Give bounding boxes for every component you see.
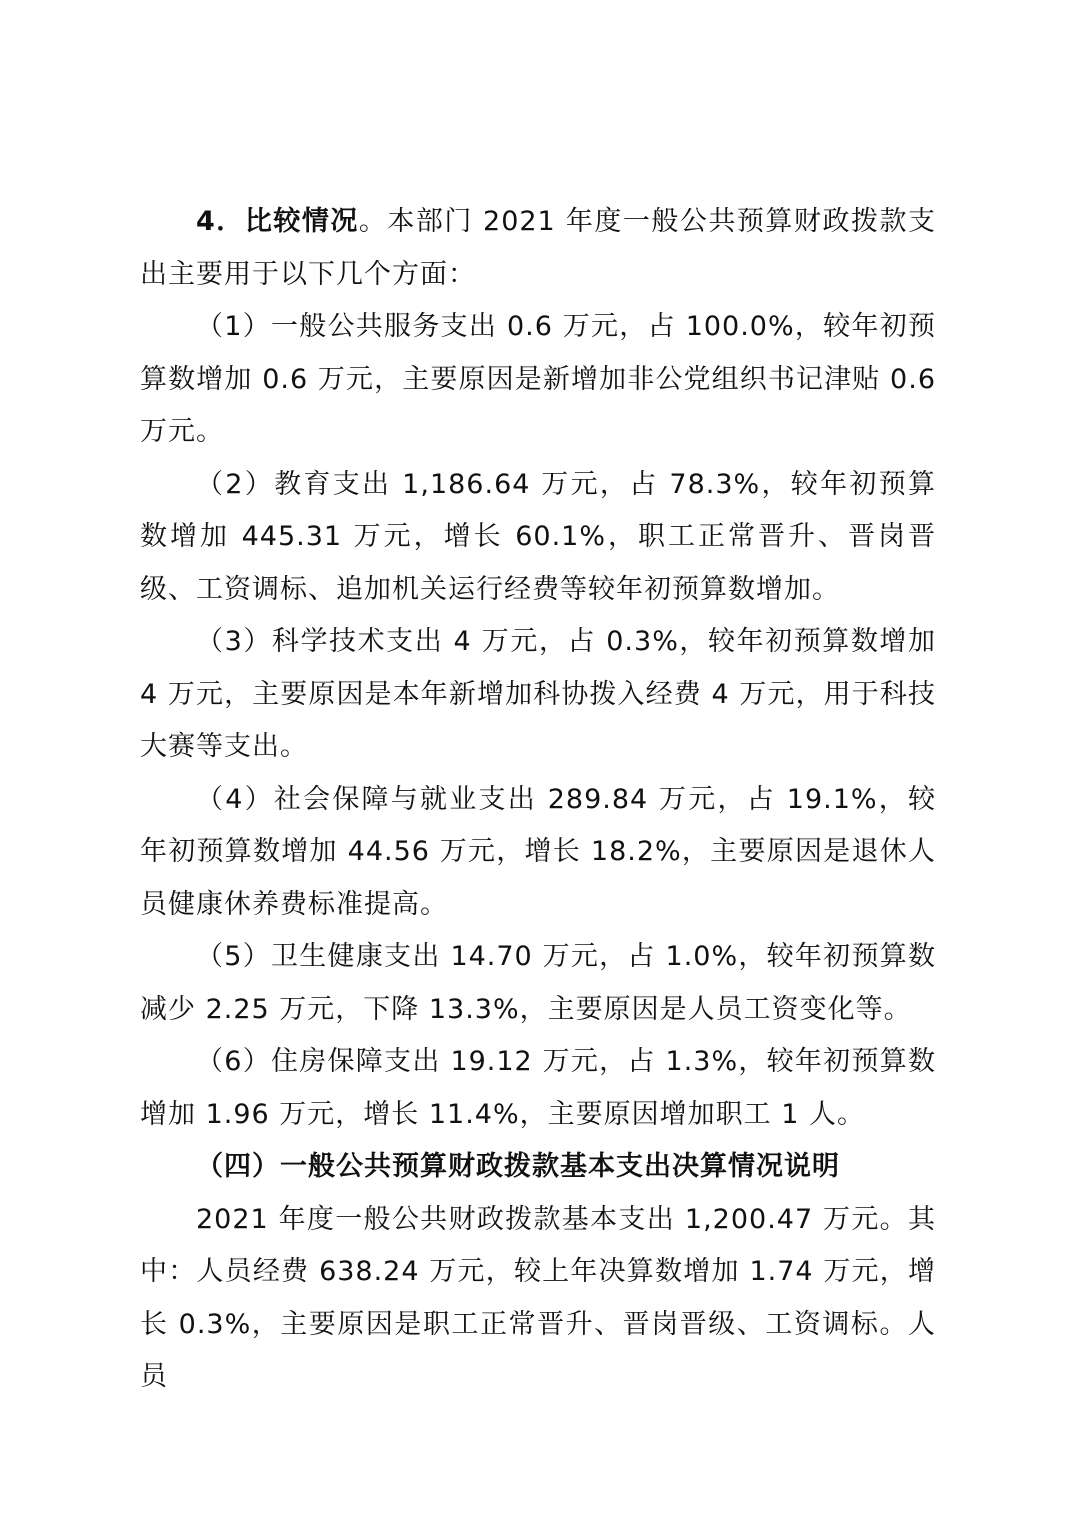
item-health: （5）卫生健康支出 14.70 万元，占 1.0%，较年初预算数减少 2.25 万元，下降 13.3%，主要原因是人员工资变化等。 <box>140 941 936 1025</box>
item-general-public-services: （1）一般公共服务支出 0.6 万元，占 100.0%，较年初预算数增加 0.6 万元，主要原因是新增加非公党组织书记津贴 0.6 万元。 <box>140 311 936 447</box>
item-science-technology: （3）科学技术支出 4 万元，占 0.3%，较年初预算数增加 4 万元，主要原因是本年新增加科协拨入经费 4 万元，用于科技大赛等支出。 <box>140 626 936 762</box>
comparison-label: 4．比较情况 <box>196 206 359 237</box>
item-social-security: （4）社会保障与就业支出 289.84 万元，占 19.1%，较年初预算数增加 44.56 万元，增长 18.2%，主要原因是退休人员健康休养费标准提高。 <box>140 783 936 920</box>
basic-expenditure-summary: 2021 年度一般公共财政拨款基本支出 1,200.47 万元。其中：人员经费 638.24 万元，较上年决算数增加 1.74 万元，增长 0.3%，主要原因是职工正常晋升、晋岗晋级、工资调标。人员 <box>140 1203 936 1392</box>
section-heading: （四）一般公共预算财政拨款基本支出决算情况说明 <box>196 1151 840 1182</box>
comparison-paragraph <box>140 196 936 301</box>
comparison-text: 。本部门 2021 年度一般公共预算财政拨款支出主要用于以下几个方面： <box>140 206 936 290</box>
page-content <box>140 196 936 1404</box>
item-housing: （6）住房保障支出 19.12 万元，占 1.3%，较年初预算数增加 1.96 万元，增长 11.4%，主要原因增加职工 1 人。 <box>140 1046 936 1130</box>
item-education: （2）教育支出 1,186.64 万元，占 78.3%，较年初预算数增加 445.31 万元，增长 60.1%，职工正常晋升、晋岗晋级、工资调标、追加机关运行经费等较年初预算数增加。 <box>140 468 936 605</box>
